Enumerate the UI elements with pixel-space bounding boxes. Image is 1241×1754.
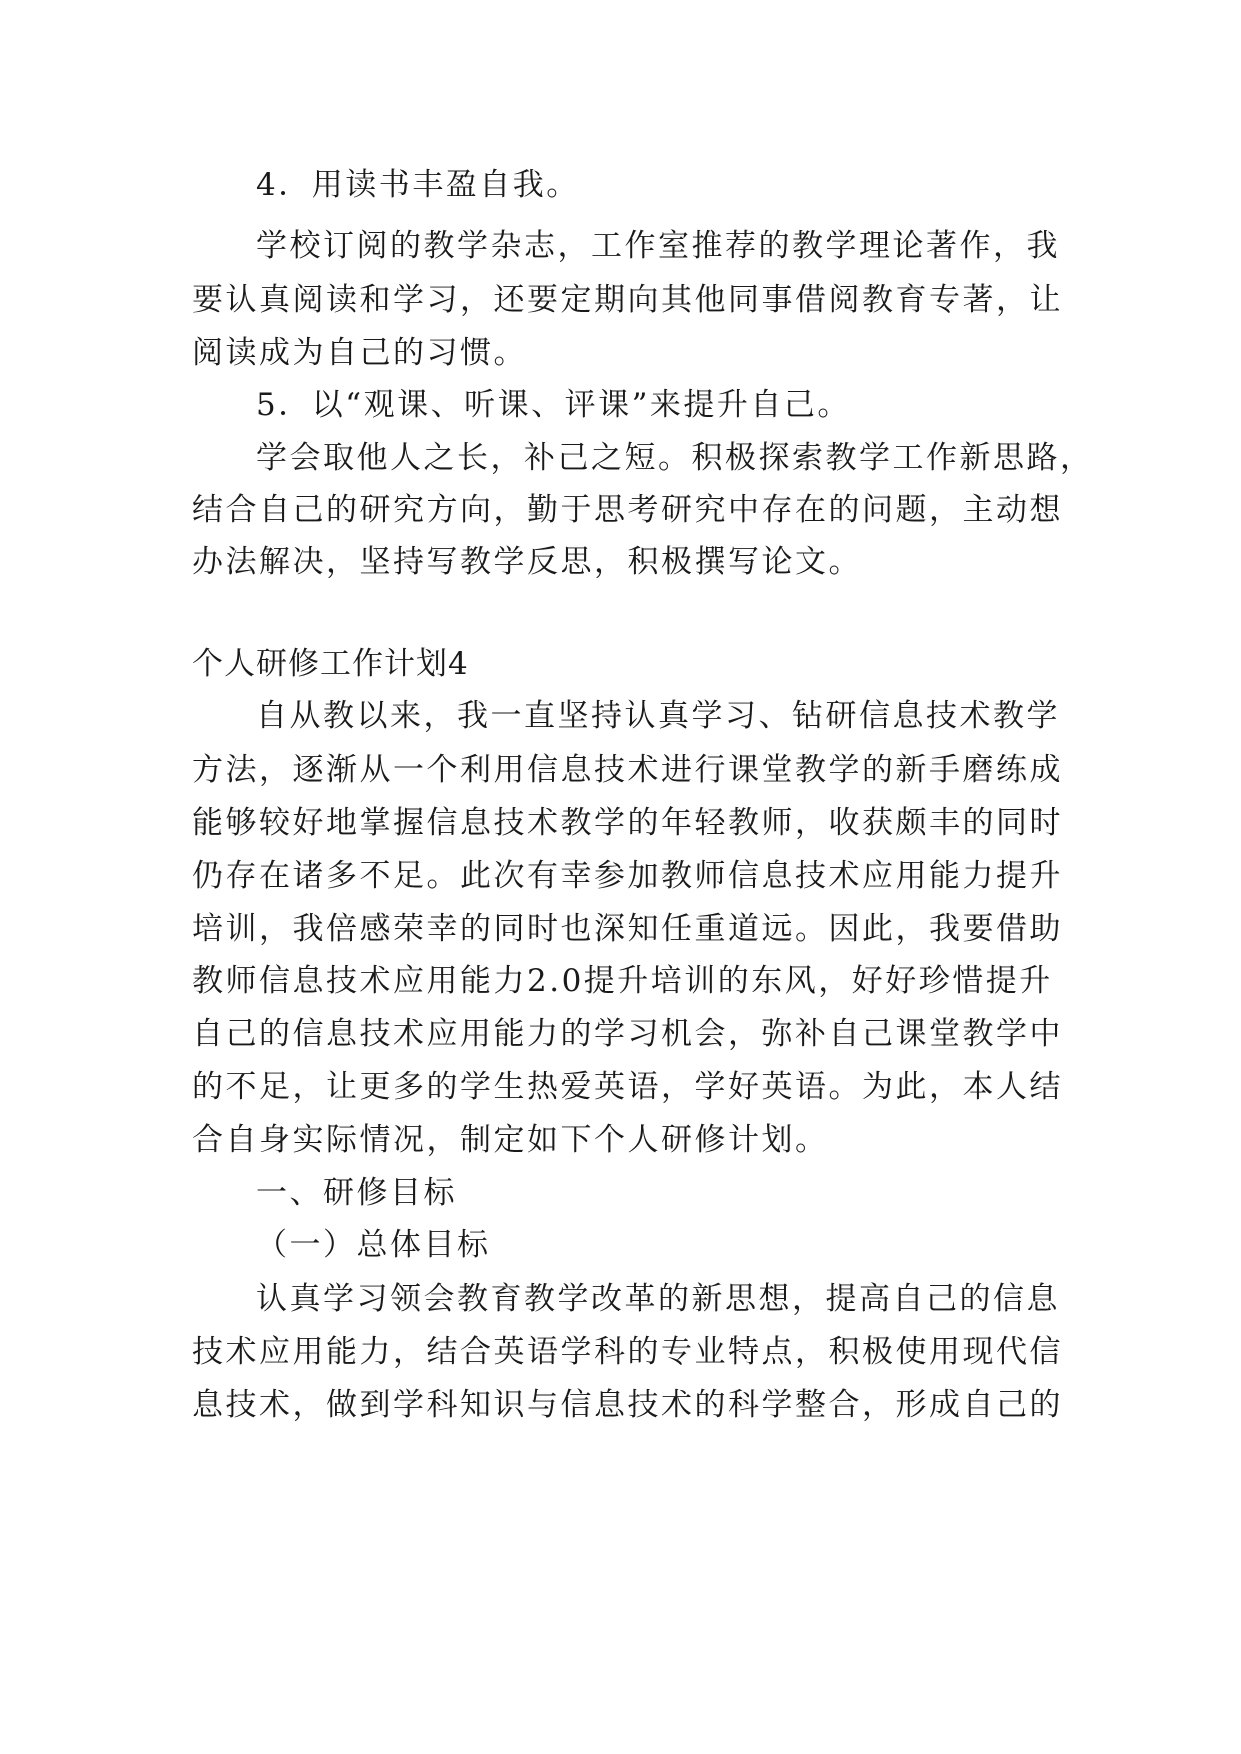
paragraph-line: 合自身实际情况，制定如下个人研修计划。 xyxy=(192,1122,829,1158)
paragraph-line: 息技术，做到学科知识与信息技术的科学整合，形成自己的 xyxy=(192,1387,1063,1423)
paragraph-line: 教师信息技术应用能力2.0提升培训的东风，好好珍惜提升 xyxy=(192,963,1053,999)
paragraph-line: 自己的信息技术应用能力的学习机会，弥补自己课堂教学中 xyxy=(192,1016,1063,1052)
paragraph-line: 阅读成为自己的习惯。 xyxy=(192,335,527,371)
paragraph-line: 办法解决，坚持写教学反思，积极撰写论文。 xyxy=(192,544,862,580)
list-item-heading: 5．以“观课、听课、评课”来提升自己。 xyxy=(256,387,851,423)
paragraph-line: 技术应用能力，结合英语学科的专业特点，积极使用现代信 xyxy=(192,1334,1063,1370)
paragraph-line: 方法，逐渐从一个利用信息技术进行课堂教学的新手磨练成 xyxy=(192,752,1063,788)
paragraph-line: 学校订阅的教学杂志，工作室推荐的教学理论著作，我 xyxy=(256,228,1060,264)
subsection-heading: （一）总体目标 xyxy=(256,1227,491,1263)
paragraph-line: 认真学习领会教育教学改革的新思想，提高自己的信息 xyxy=(256,1281,1060,1317)
section-heading: 一、研修目标 xyxy=(256,1175,457,1211)
paragraph-line: 要认真阅读和学习，还要定期向其他同事借阅教育专著，让 xyxy=(192,282,1063,318)
paragraph-line: 仍存在诸多不足。此次有幸参加教师信息技术应用能力提升 xyxy=(192,858,1063,894)
paragraph-line: 自从教以来，我一直坚持认真学习、钻研信息技术教学 xyxy=(256,698,1060,734)
paragraph-line: 学会取他人之长，补己之短。积极探索教学工作新思路， xyxy=(256,440,1094,476)
paragraph-line: 结合自己的研究方向，勤于思考研究中存在的问题，主动想 xyxy=(192,492,1063,528)
section-title: 个人研修工作计划4 xyxy=(192,646,469,682)
list-item-heading: 4．用读书丰盈自我。 xyxy=(256,167,580,203)
paragraph-line: 的不足，让更多的学生热爱英语，学好英语。为此，本人结 xyxy=(192,1069,1063,1105)
paragraph-line: 能够较好地掌握信息技术教学的年轻教师，收获颇丰的同时 xyxy=(192,805,1063,841)
paragraph-line: 培训，我倍感荣幸的同时也深知任重道远。因此，我要借助 xyxy=(192,911,1063,947)
